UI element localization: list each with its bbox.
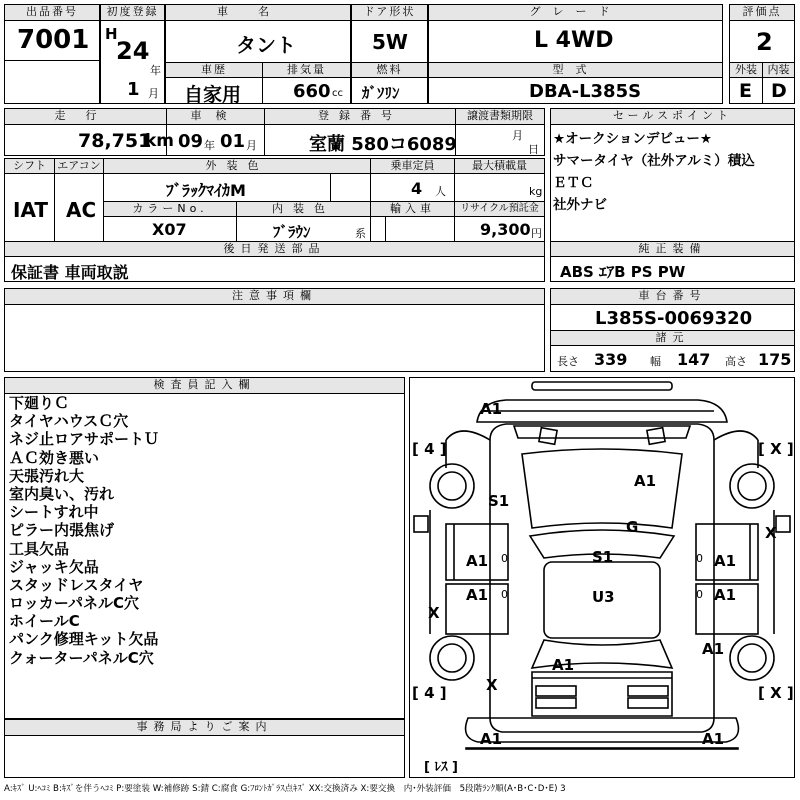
tire-front-left-value: [ 4 ] bbox=[412, 440, 447, 458]
ac-box bbox=[54, 173, 104, 242]
ext-box bbox=[729, 77, 763, 104]
inspection-year: 09 bbox=[178, 131, 204, 152]
inspector-note: パンク修理キット欠品 bbox=[9, 630, 159, 649]
grade-label: グレード bbox=[428, 4, 723, 21]
mark-rear-left: A1 bbox=[480, 730, 503, 748]
reg-no-box bbox=[264, 124, 456, 156]
mark-back-door: A1 bbox=[552, 656, 575, 674]
transfer-day: 日 bbox=[528, 143, 539, 156]
ext-color-label: 外装色 bbox=[103, 158, 371, 174]
inspector-note: クォーターパネルC穴 bbox=[9, 648, 154, 667]
shift: IAT bbox=[13, 198, 49, 222]
capacity-unit: 人 bbox=[435, 185, 446, 198]
equipment-box bbox=[550, 256, 795, 282]
lot-no-label: 出品番号 bbox=[4, 4, 100, 21]
color-no: X07 bbox=[152, 220, 187, 239]
reg-no-label: 登録番号 bbox=[264, 108, 456, 125]
capacity-label: 乗車定員 bbox=[370, 158, 455, 174]
mark-roof: S1 bbox=[592, 548, 614, 566]
width: 147 bbox=[677, 350, 711, 369]
mark-left-fender: S1 bbox=[488, 492, 510, 510]
sales-point-line: ＥＴＣ bbox=[553, 175, 594, 191]
ac: AC bbox=[66, 198, 97, 222]
first-reg-label: 初度登録 bbox=[100, 4, 165, 21]
inspector-note: ホイールC bbox=[9, 612, 80, 631]
mileage: 78,751 bbox=[78, 130, 152, 152]
int-label: 内装 bbox=[762, 62, 795, 78]
recycle-box bbox=[454, 216, 545, 242]
sales-points-box bbox=[550, 124, 795, 242]
damage-diagram bbox=[409, 377, 795, 778]
mileage-unit: km bbox=[145, 131, 175, 151]
mark-right-front-tire: X bbox=[765, 524, 777, 542]
inspection-month: 01 bbox=[220, 131, 246, 152]
office-box bbox=[4, 735, 405, 778]
fuel-box bbox=[351, 77, 428, 104]
inspector-note: スタッドレスタイヤ bbox=[9, 575, 144, 594]
inspector-box bbox=[4, 393, 405, 719]
mark-right-door-small-2: 0 bbox=[696, 588, 703, 601]
era: H bbox=[105, 25, 118, 43]
inspector-notes bbox=[9, 394, 159, 667]
ext-color-box bbox=[103, 173, 371, 202]
shift-label: シフト bbox=[4, 158, 55, 174]
fuel: ｶﾞｿﾘﾝ bbox=[362, 84, 400, 102]
shipping-box bbox=[4, 256, 545, 282]
int-color-label: 内装色 bbox=[236, 201, 371, 217]
score-label: 評価点 bbox=[729, 4, 795, 21]
caution-box bbox=[4, 304, 545, 372]
mark-right-front-door: A1 bbox=[714, 552, 737, 570]
mileage-label: 走行 bbox=[4, 108, 167, 125]
spare-tire-value: [ ﾚｽ ] bbox=[424, 760, 458, 775]
ext-score: E bbox=[739, 80, 752, 102]
door-label: ドア形状 bbox=[351, 4, 428, 21]
transfer-label: 譲渡書類期限 bbox=[455, 108, 545, 125]
caution-label: 注意事項欄 bbox=[4, 288, 545, 305]
year-unit: 年 bbox=[150, 64, 161, 77]
lot-no: 7001 bbox=[17, 25, 90, 55]
capacity: 4 bbox=[411, 179, 423, 198]
transfer-month: 月 bbox=[512, 129, 523, 142]
chassis-label: 車台番号 bbox=[550, 288, 795, 305]
sales-points-list bbox=[553, 128, 755, 216]
capacity-box bbox=[370, 173, 455, 202]
history-label: 車歴 bbox=[165, 62, 263, 78]
mark-left-door-small-1: 0 bbox=[501, 552, 508, 565]
load-unit: kg bbox=[529, 185, 543, 198]
inspector-note: タイヤハウスＣ穴 bbox=[9, 412, 129, 431]
history: 自家用 bbox=[184, 84, 242, 106]
model: DBA-L385S bbox=[529, 81, 642, 102]
lot-no-lower-box bbox=[4, 60, 100, 104]
displacement-unit: cc bbox=[332, 88, 343, 99]
load-label: 最大積載量 bbox=[454, 158, 545, 174]
displacement: 660 bbox=[293, 81, 331, 102]
color-no-label: カラーNo. bbox=[103, 201, 237, 217]
width-label: 幅 bbox=[650, 355, 661, 368]
lot-no-box bbox=[4, 20, 100, 61]
history-box bbox=[165, 77, 263, 104]
mark-hood: A1 bbox=[634, 472, 657, 490]
mark-left-rear-lamp: X bbox=[486, 676, 498, 694]
recycle-label: リサイクル預託金 bbox=[454, 201, 545, 217]
mark-rear-right: A1 bbox=[702, 730, 725, 748]
first-reg-month: 1 bbox=[127, 79, 140, 100]
length: 339 bbox=[594, 350, 628, 369]
int-score: D bbox=[771, 80, 787, 102]
mark-left-door-small-2: 0 bbox=[501, 588, 508, 601]
mileage-box bbox=[4, 124, 175, 156]
mark-left-rear-door: A1 bbox=[466, 586, 489, 604]
inspector-note: ＡＣ効き悪い bbox=[9, 448, 100, 467]
displacement-label: 排気量 bbox=[262, 62, 351, 78]
import-label: 輸入車 bbox=[370, 201, 455, 217]
first-reg-box bbox=[100, 20, 165, 104]
recycle: 9,300 bbox=[480, 220, 531, 239]
mark-front-bumper: A1 bbox=[480, 400, 503, 418]
car-name: タント bbox=[236, 33, 296, 57]
fuel-label: 燃料 bbox=[351, 62, 428, 78]
car-outline bbox=[410, 378, 794, 777]
inspection-box bbox=[166, 124, 265, 156]
inspector-note: ネジ止ロアサポートＵ bbox=[9, 430, 160, 449]
grade: L 4WD bbox=[534, 28, 614, 53]
sales-point-line: ★オークションデビュー★ bbox=[553, 131, 712, 147]
inspector-note: シートすれ中 bbox=[9, 503, 99, 522]
sales-points-label: セールスポイント bbox=[550, 108, 795, 125]
spec-label: 諸元 bbox=[550, 330, 795, 346]
transfer-box bbox=[455, 124, 545, 156]
grade-box bbox=[428, 20, 723, 63]
ext-color: ﾌﾞﾗｯｸﾏｲｶM bbox=[166, 181, 246, 200]
inspector-note: 下廻りＣ bbox=[9, 394, 70, 412]
inspector-note: ジャッキ欠品 bbox=[9, 557, 99, 576]
mark-windshield: G bbox=[626, 518, 639, 536]
displacement-box bbox=[262, 77, 351, 104]
tire-rear-left-value: [ 4 ] bbox=[412, 684, 447, 702]
score-box bbox=[729, 20, 795, 63]
inspection-month-unit: 月 bbox=[246, 139, 257, 152]
model-box bbox=[428, 77, 723, 104]
spec-box bbox=[550, 345, 795, 372]
chassis-box bbox=[550, 304, 795, 331]
color-no-box bbox=[103, 216, 237, 242]
sales-point-line: サマータイヤ（社外アルミ）積込 bbox=[553, 153, 755, 169]
inspector-note: 工具欠品 bbox=[9, 539, 70, 558]
car-name-label: 車名 bbox=[165, 4, 351, 21]
length-label: 長さ bbox=[557, 355, 579, 368]
ac-label: エアコン bbox=[54, 158, 104, 174]
height-label: 高さ bbox=[725, 355, 747, 368]
mark-right-quarter: A1 bbox=[702, 640, 725, 658]
inspection-label: 車検 bbox=[166, 108, 265, 125]
equipment-text: ABS ｴｱB PS PW bbox=[560, 263, 686, 281]
mark-rear-roof: U3 bbox=[592, 588, 615, 606]
height: 175 bbox=[758, 350, 792, 369]
legend: A:ｷｽﾞ U:ﾍｺﾐ B:ｷｽﾞを伴うﾍｺﾐ P:要塗装 W:補修跡 S:錆 C:腐食 G:ﾌﾛﾝﾄｶﾞﾗｽ点ｷｽﾞ XX:交換済み X:要交換 内･外装評価 5段階ﾗﾝｸ順(A･B･C･D･E) 3 bbox=[4, 784, 566, 794]
shift-box bbox=[4, 173, 55, 242]
reg-no: 室蘭 580コ6089 bbox=[309, 134, 457, 155]
int-color-unit: 系 bbox=[355, 227, 366, 240]
inspector-label: 検査員記入欄 bbox=[4, 377, 405, 394]
sales-point-line: 社外ナビ bbox=[553, 197, 607, 213]
tire-front-right-value: [ X ] bbox=[758, 440, 794, 458]
door: 5W bbox=[372, 30, 408, 54]
equipment-label: 純正装備 bbox=[550, 241, 795, 257]
recycle-unit: 円 bbox=[531, 227, 542, 240]
mark-right-door-small-1: 0 bbox=[696, 552, 703, 565]
inspector-note: 天張汚れ大 bbox=[9, 466, 85, 485]
office-label: 事務局よりご案内 bbox=[4, 719, 405, 736]
mark-left-rear-tire: X bbox=[428, 604, 440, 622]
shipping-text: 保証書 車両取説 bbox=[11, 263, 129, 282]
inspector-note: ピラー内張焦げ bbox=[9, 521, 115, 540]
int-color: ﾌﾞﾗｳﾝ bbox=[273, 223, 311, 241]
import-box bbox=[370, 216, 455, 242]
mark-left-front-door: A1 bbox=[466, 552, 489, 570]
car-name-box bbox=[165, 20, 351, 63]
mark-right-rear-door: A1 bbox=[714, 586, 737, 604]
load-box bbox=[454, 173, 545, 202]
model-label: 型式 bbox=[428, 62, 723, 78]
int-color-box bbox=[236, 216, 371, 242]
month-unit: 月 bbox=[148, 87, 159, 100]
inspector-note: ロッカーパネルC穴 bbox=[9, 594, 139, 613]
shipping-label: 後日発送部品 bbox=[4, 241, 545, 257]
chassis-number: L385S-0069320 bbox=[595, 308, 753, 329]
inspection-year-unit: 年 bbox=[204, 139, 215, 152]
inspector-note: 室内臭い、汚れ bbox=[9, 484, 115, 503]
ext-label: 外装 bbox=[729, 62, 763, 78]
score: 2 bbox=[756, 28, 773, 56]
int-box bbox=[762, 77, 795, 104]
door-box bbox=[351, 20, 428, 63]
first-reg-year: 24 bbox=[116, 37, 150, 65]
tire-rear-right-value: [ X ] bbox=[758, 684, 794, 702]
